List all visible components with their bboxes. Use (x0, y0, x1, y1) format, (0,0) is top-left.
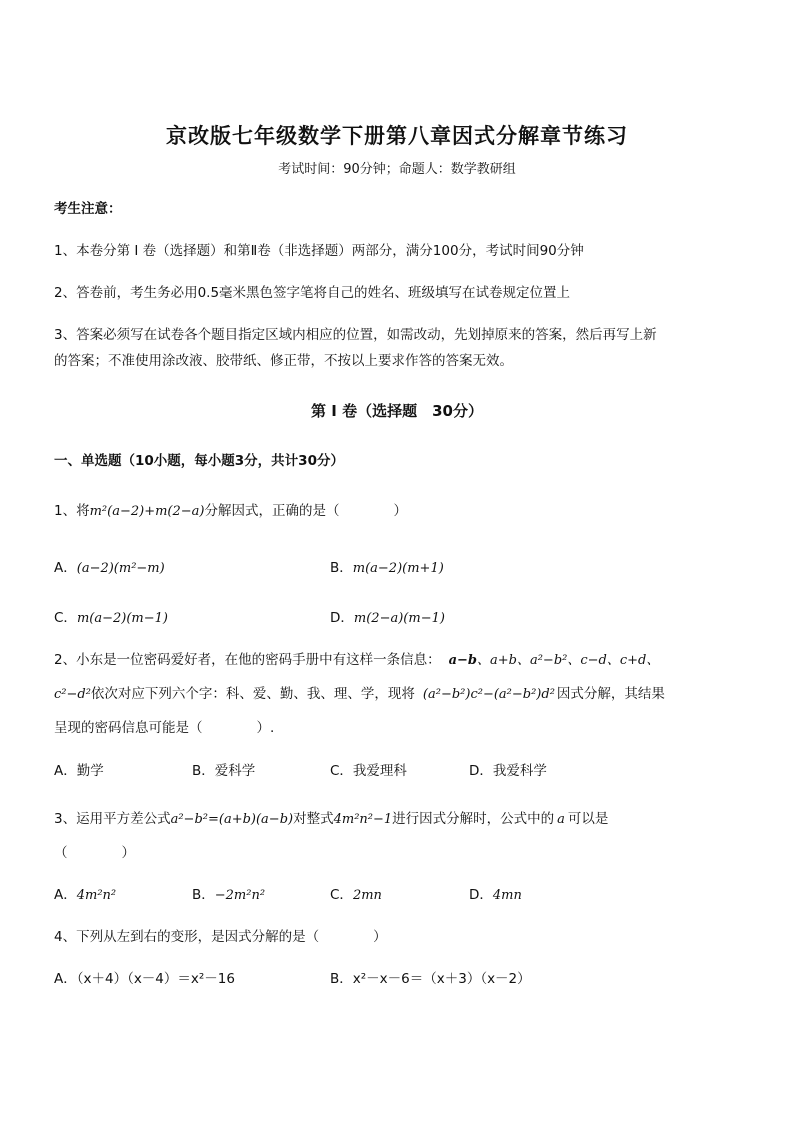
q1-option-c[interactable] (54, 609, 168, 628)
exam-subtitle: 考试时间：90分钟；命题人：数学教研组 (278, 162, 516, 177)
q2-option-a[interactable]: A．勤学 (54, 763, 104, 779)
notice-item-3: 3、答案必须写在试卷各个题目指定区域内相应的位置，如需改动，先划掉原来的答案，然后再写上新 (54, 327, 657, 343)
q3-formula: a²−b²=(a+b)(a−b) (170, 812, 294, 827)
q2-option-c[interactable]: C．我爱理科 (330, 763, 407, 779)
q3-polynomial: 4m²n²−1 (333, 812, 393, 827)
q1-option-d[interactable] (330, 609, 445, 628)
option-expression: 4mn (492, 888, 522, 903)
option-expression: 4m²n² (76, 888, 117, 903)
q1-suffix: 分解因式，正确的是（ ） (204, 503, 407, 519)
question-2-line-1 (54, 651, 659, 670)
question-3-line-2: （ ） (54, 845, 135, 861)
q2-exprs: 、a+b、a²−b²、c−d、c+d、 (477, 653, 660, 668)
option-label: A． (54, 560, 77, 576)
part1-title: 第 I 卷（选择题 30分） (311, 402, 483, 420)
question-4: 4、下列从左到右的变形，是因式分解的是（ ） (54, 929, 387, 945)
q2-prefix: 2、小东是一位密码爱好者，在他的密码手册中有这样一条信息： (54, 652, 441, 668)
q3-mid2: 进行因式分解时，公式中的 (392, 811, 555, 827)
question-2-line-2 (54, 685, 665, 704)
option-label: D． (330, 610, 354, 626)
q4-option-b[interactable]: B．x²－x－6＝（x＋3）（x－2） (330, 971, 531, 987)
option-expression: m(a−2)(m−1) (76, 611, 168, 626)
q2-expr-bold: a−b (448, 653, 477, 668)
q3-prefix: 3、运用平方差公式 (54, 811, 171, 827)
q2-expression: (a²−b²)c²−(a²−b²)d² (422, 687, 555, 702)
notice-item-3-cont: 的答案；不准使用涂改液、胶带纸、修正带，不按以上要求作答的答案无效。 (54, 353, 513, 369)
q1-prefix: 1、将 (54, 503, 90, 519)
q3-option-c[interactable] (330, 886, 382, 905)
q2-expr-c2d2: c²−d² (54, 687, 91, 702)
q3-option-a[interactable] (54, 886, 116, 905)
q2-option-b[interactable]: B．爱科学 (192, 763, 256, 779)
section-heading: 一、单选题（10小题，每小题3分，共计30分） (54, 453, 344, 469)
notice-item-2: 2、答卷前，考生务必用0.5毫米黑色签字笔将自己的姓名、班级填写在试卷规定位置上 (54, 285, 571, 301)
option-expression: 2mn (352, 888, 382, 903)
q3-option-d[interactable] (469, 886, 522, 905)
q3-mid: 对整式 (293, 811, 334, 827)
option-label: C． (330, 887, 353, 903)
notice-heading: 考生注意： (54, 201, 122, 217)
q3-variable: a (557, 812, 565, 827)
q3-option-b[interactable] (192, 886, 265, 905)
q3-suffix: 可以是 (567, 811, 609, 827)
question-1 (54, 502, 407, 521)
question-3-line-1 (54, 810, 608, 829)
option-expression: −2m²n² (214, 888, 266, 903)
page-title: 京改版七年级数学下册第八章因式分解章节练习 (166, 124, 628, 148)
option-expression: m(2−a)(m−1) (353, 611, 445, 626)
option-label: C． (54, 610, 77, 626)
q2-suffix: 因式分解，其结果 (556, 686, 665, 702)
option-expression: m(a−2)(m+1) (352, 561, 444, 576)
q2-option-d[interactable]: D．我爱科学 (469, 763, 547, 779)
q1-option-b[interactable] (330, 559, 444, 578)
option-label: B． (330, 560, 353, 576)
notice-item-1: 1、本卷分第 I 卷（选择题）和第Ⅱ卷（非选择题）两部分，满分100分，考试时间90分钟 (54, 243, 584, 259)
option-label: A． (54, 887, 77, 903)
q1-expression: m²(a−2)+m(2−a) (89, 504, 205, 519)
question-2-line-3: 呈现的密码信息可能是（ ）. (54, 720, 275, 736)
q2-mid: 依次对应下列六个字：科、爱、勤、我、理、学，现将 (90, 686, 415, 702)
option-label: B． (192, 887, 215, 903)
option-expression: (a−2)(m²−m) (76, 561, 165, 576)
q4-option-a[interactable]: A．（x＋4）（x－4）＝x²－16 (54, 971, 235, 987)
option-label: D． (469, 887, 493, 903)
q1-option-a[interactable] (54, 559, 165, 578)
